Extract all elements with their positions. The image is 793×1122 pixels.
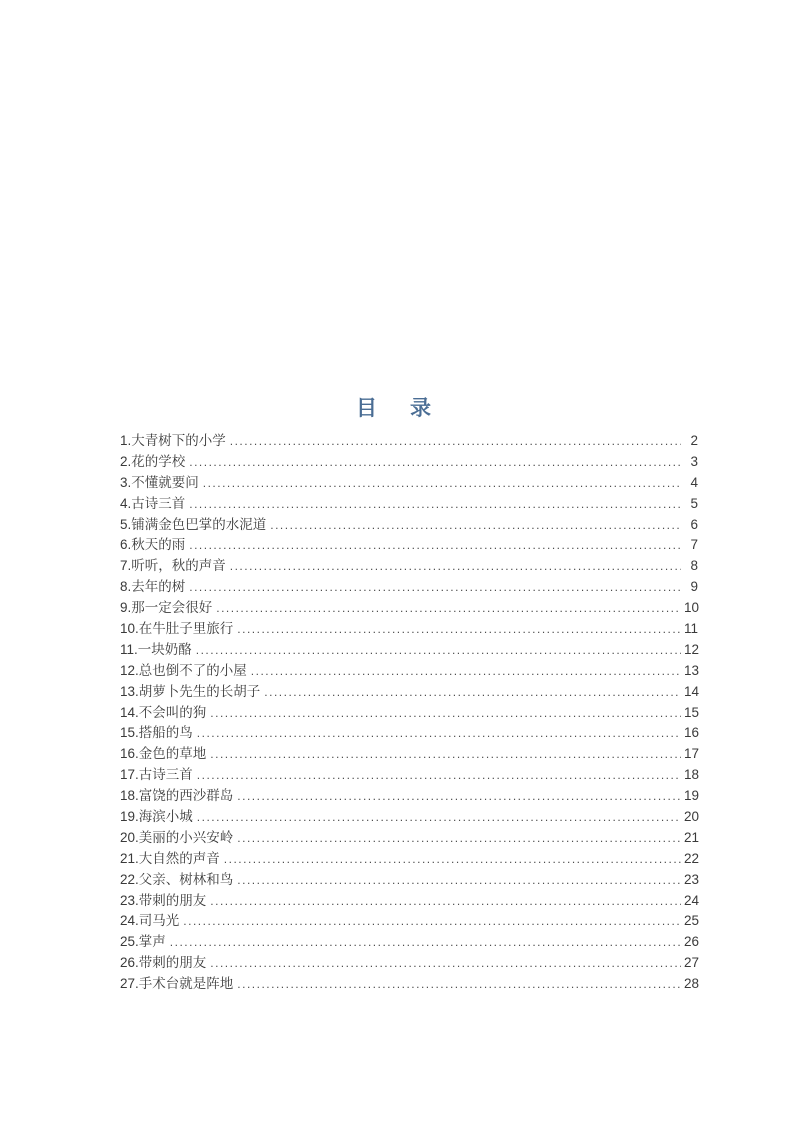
toc-entry-row[interactable] — [120, 849, 698, 870]
toc-entry-row[interactable] — [120, 974, 698, 995]
toc-entry-page-number: 21 — [684, 829, 700, 845]
toc-entry-label: 2.花的学校 — [120, 453, 186, 469]
dot-leader — [210, 891, 681, 912]
dot-leader — [264, 682, 681, 703]
toc-entry-row[interactable] — [120, 744, 698, 765]
toc-entry-row[interactable] — [120, 765, 698, 786]
toc-entry-row[interactable] — [120, 682, 698, 703]
dot-leader — [203, 473, 681, 494]
toc-entry-row[interactable] — [120, 515, 698, 536]
dot-leader — [189, 494, 681, 515]
toc-entry-page-number: 23 — [684, 871, 700, 887]
dot-leader — [230, 431, 681, 452]
toc-entry-label: 23.带刺的朋友 — [120, 892, 207, 908]
toc-page-title: 目 录 — [356, 396, 437, 420]
toc-entry-row[interactable] — [120, 828, 698, 849]
dot-leader — [237, 619, 681, 640]
toc-entry-label: 6.秋天的雨 — [120, 537, 186, 553]
toc-entry-page-number: 4 — [690, 474, 698, 490]
toc-entry-page-number: 27 — [684, 955, 700, 971]
toc-entry-page-number: 24 — [684, 892, 700, 908]
dot-leader — [270, 515, 681, 536]
toc-entry-label: 25.掌声 — [120, 934, 166, 950]
toc-entry-label: 27.手术台就是阵地 — [120, 976, 234, 992]
toc-entry-label: 26.带刺的朋友 — [120, 955, 207, 971]
toc-entry-row[interactable] — [120, 786, 698, 807]
toc-entry-page-number: 10 — [684, 600, 700, 616]
toc-list — [120, 431, 698, 995]
dot-leader — [189, 452, 681, 473]
dot-leader — [237, 828, 681, 849]
toc-entry-page-number: 19 — [684, 788, 700, 804]
toc-entry-page-number: 17 — [684, 746, 700, 762]
dot-leader — [196, 640, 681, 661]
toc-entry-page-number: 3 — [690, 453, 698, 469]
toc-entry-row[interactable] — [120, 619, 698, 640]
toc-entry-page-number: 9 — [690, 579, 698, 595]
toc-entry-page-number: 12 — [684, 641, 700, 657]
toc-entry-page-number: 15 — [684, 704, 700, 720]
dot-leader — [216, 598, 681, 619]
dot-leader — [183, 911, 681, 932]
toc-entry-page-number: 6 — [690, 516, 698, 532]
toc-entry-label: 5.铺满金色巴掌的水泥道 — [120, 516, 267, 532]
toc-entry-label: 4.古诗三首 — [120, 495, 186, 511]
toc-entry-row[interactable] — [120, 891, 698, 912]
toc-entry-row[interactable] — [120, 807, 698, 828]
toc-entry-label: 1.大青树下的小学 — [120, 433, 226, 448]
dot-leader — [210, 703, 681, 724]
toc-entry-row[interactable] — [120, 870, 698, 891]
toc-entry-row[interactable] — [120, 911, 698, 932]
toc-entry-label: 13.胡萝卜先生的长胡子 — [120, 683, 261, 699]
toc-entry-row[interactable] — [120, 535, 698, 556]
toc-entry-row[interactable] — [120, 723, 698, 744]
toc-entry-row[interactable] — [120, 473, 698, 494]
toc-entry-page-number: 16 — [684, 725, 700, 741]
toc-entry-page-number: 5 — [690, 495, 698, 511]
toc-entry-row[interactable] — [120, 452, 698, 473]
toc-entry-page-number: 2 — [690, 433, 698, 448]
toc-entry-row[interactable] — [120, 661, 698, 682]
toc-entry-label: 7.听听，秋的声音 — [120, 558, 226, 574]
dot-leader — [237, 786, 681, 807]
toc-entry-page-number: 8 — [690, 558, 698, 574]
toc-entry-row[interactable] — [120, 703, 698, 724]
dot-leader — [197, 765, 681, 786]
dot-leader — [189, 577, 681, 598]
toc-entry-page-number: 11 — [684, 621, 699, 637]
toc-entry-page-number: 18 — [684, 767, 700, 783]
toc-entry-label: 3.不懂就要问 — [120, 474, 199, 490]
toc-entry-page-number: 7 — [690, 537, 698, 553]
dot-leader — [237, 974, 681, 995]
toc-entry-label: 24.司马光 — [120, 913, 180, 929]
toc-entry-row[interactable] — [120, 932, 698, 953]
toc-entry-label: 20.美丽的小兴安岭 — [120, 829, 234, 845]
toc-entry-page-number: 22 — [684, 850, 700, 866]
toc-entry-page-number: 26 — [684, 934, 700, 950]
toc-entry-page-number: 14 — [684, 683, 700, 699]
dot-leader — [251, 661, 681, 682]
toc-entry-page-number: 25 — [684, 913, 700, 929]
dot-leader — [210, 744, 681, 765]
dot-leader — [230, 556, 681, 577]
toc-entry-page-number: 13 — [684, 662, 700, 678]
toc-entry-row[interactable] — [120, 431, 698, 452]
toc-entry-page-number: 28 — [684, 976, 700, 992]
toc-entry-row[interactable] — [120, 494, 698, 515]
toc-entry-label: 12.总也倒不了的小屋 — [120, 662, 247, 678]
dot-leader — [224, 849, 681, 870]
toc-entry-page-number: 20 — [684, 809, 700, 825]
dot-leader — [237, 870, 681, 891]
toc-entry-row[interactable] — [120, 556, 698, 577]
dot-leader — [189, 535, 681, 556]
dot-leader — [170, 932, 681, 953]
toc-entry-row[interactable] — [120, 640, 698, 661]
toc-entry-label: 9.那一定会很好 — [120, 600, 213, 616]
toc-entry-row[interactable] — [120, 598, 698, 619]
toc-entry-row[interactable] — [120, 577, 698, 598]
dot-leader — [197, 807, 681, 828]
toc-entry-label: 19.海滨小城 — [120, 809, 193, 825]
toc-entry-label: 21.大自然的声音 — [120, 850, 220, 866]
toc-entry-label: 14.不会叫的狗 — [120, 704, 207, 720]
dot-leader — [197, 723, 681, 744]
toc-entry-label: 22.父亲、树林和鸟 — [120, 871, 234, 887]
toc-entry-label: 18.富饶的西沙群岛 — [120, 788, 234, 804]
toc-entry-label: 16.金色的草地 — [120, 746, 207, 762]
toc-entry-label: 17.古诗三首 — [120, 767, 193, 783]
toc-entry-row[interactable] — [120, 953, 698, 974]
dot-leader — [210, 953, 681, 974]
toc-entry-label: 10.在牛肚子里旅行 — [120, 621, 234, 637]
toc-entry-label: 8.去年的树 — [120, 579, 186, 595]
toc-entry-label: 11.一块奶酪 — [120, 641, 192, 657]
toc-entry-label: 15.搭船的鸟 — [120, 725, 193, 741]
